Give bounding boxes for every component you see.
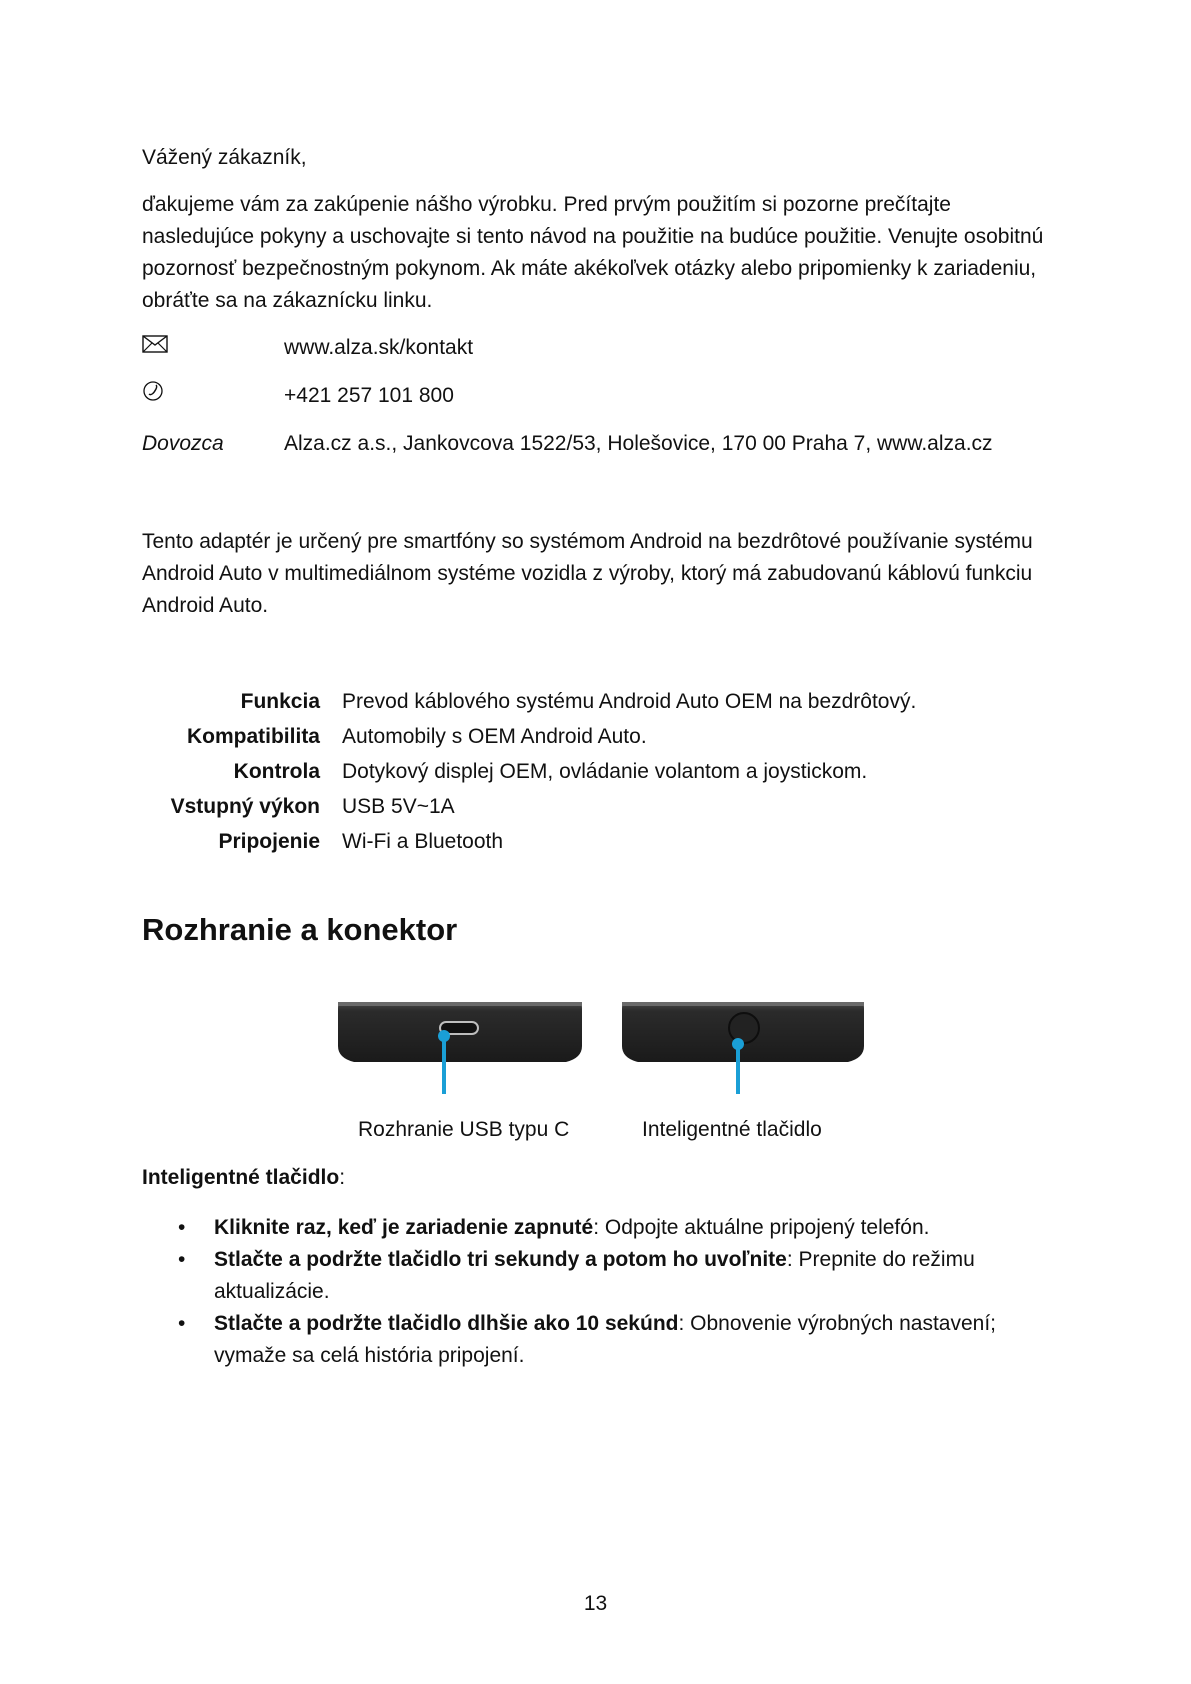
bullet-icon: • [178, 1216, 186, 1239]
list-item-bold: Kliknite raz, keď je zariadenie zapnuté [214, 1216, 594, 1239]
spec-value: Automobily s OEM Android Auto. [342, 725, 647, 748]
caption-usb-c: Rozhranie USB typu C [358, 1118, 570, 1141]
spec-key: Funkcia [240, 690, 320, 713]
spec-key: Pripojenie [218, 830, 320, 853]
device-illustration [330, 1000, 890, 1110]
contact-importer-row [142, 428, 1082, 458]
contact-phone-row [142, 380, 1082, 410]
spec-key: Kontrola [233, 760, 320, 783]
page-number: 13 [583, 1592, 608, 1615]
contact-email-row [142, 332, 1082, 362]
bullet-icon: • [178, 1312, 186, 1335]
intro-paragraph: ďakujeme vám za zakúpenie nášho výrobku. Pred prvým použitím si pozorne prečítajte nasledujúce pokyny a uschovajte si tento návod na použitie na budúce použitie. Venujte osobitnú pozornosť bezpečnostným pokynom. Ak máte akékoľvek otázky alebo pripomienky k zariadeniu, obráťte sa na zákaznícku linku. [142, 193, 1044, 312]
spec-value: USB 5V~1A [342, 795, 455, 818]
smart-button-list [142, 1212, 1062, 1372]
envelope-icon [142, 332, 262, 364]
list-item [142, 1212, 1062, 1244]
list-item-text: : Obnovenie výrobných nastavení; vymaže sa celá história pripojení. [214, 1312, 997, 1367]
list-item [142, 1244, 1062, 1308]
contact-email[interactable]: www.alza.sk/kontakt [284, 336, 474, 359]
list-item-text: : Odpojte aktuálne pripojený telefón. [593, 1216, 930, 1239]
greeting: Vážený zákazník, [142, 146, 307, 169]
section-heading: Rozhranie a konektor [142, 912, 458, 947]
usb-c-device-view [338, 1002, 582, 1094]
spec-value: Dotykový displej OEM, ovládanie volantom a joystickom. [342, 760, 868, 783]
list-item-bold: Stlačte a podržte tlačidlo tri sekundy a potom ho uvoľnite [214, 1248, 787, 1271]
bullet-icon: • [178, 1248, 186, 1271]
contact-phone[interactable]: +421 257 101 800 [284, 384, 454, 407]
smart-button-label [142, 1166, 345, 1190]
list-item-text: : Prepnite do režimu aktualizácie. [214, 1248, 975, 1303]
list-item-bold: Stlačte a podržte tlačidlo dlhšie ako 10 sekúnd [214, 1312, 679, 1335]
smart-button-label-text: Inteligentné tlačidlo [142, 1166, 340, 1189]
importer-label: Dovozca [142, 432, 224, 455]
spec-key: Vstupný výkon [170, 795, 320, 818]
caption-smart-button: Inteligentné tlačidlo [642, 1118, 822, 1141]
spec-value: Wi-Fi a Bluetooth [342, 830, 504, 853]
smart-button-device-view [622, 1002, 864, 1094]
importer-address: Alza.cz a.s., Jankovcova 1522/53, Holešovice, 170 00 Praha 7, www.alza.cz [284, 432, 993, 455]
list-item [142, 1308, 1062, 1372]
smart-button-label-colon: : [339, 1166, 346, 1189]
spec-value: Prevod káblového systému Android Auto OEM na bezdrôtový. [342, 690, 917, 713]
phone-icon [142, 380, 262, 412]
product-purpose: Tento adaptér je určený pre smartfóny so systémom Android na bezdrôtové používanie systému Android Auto v multimediálnom systéme vozidla z výroby, ktorý má zabudovanú káblovú funkciu Android Auto. [142, 530, 1033, 617]
spec-key: Kompatibilita [186, 725, 320, 748]
